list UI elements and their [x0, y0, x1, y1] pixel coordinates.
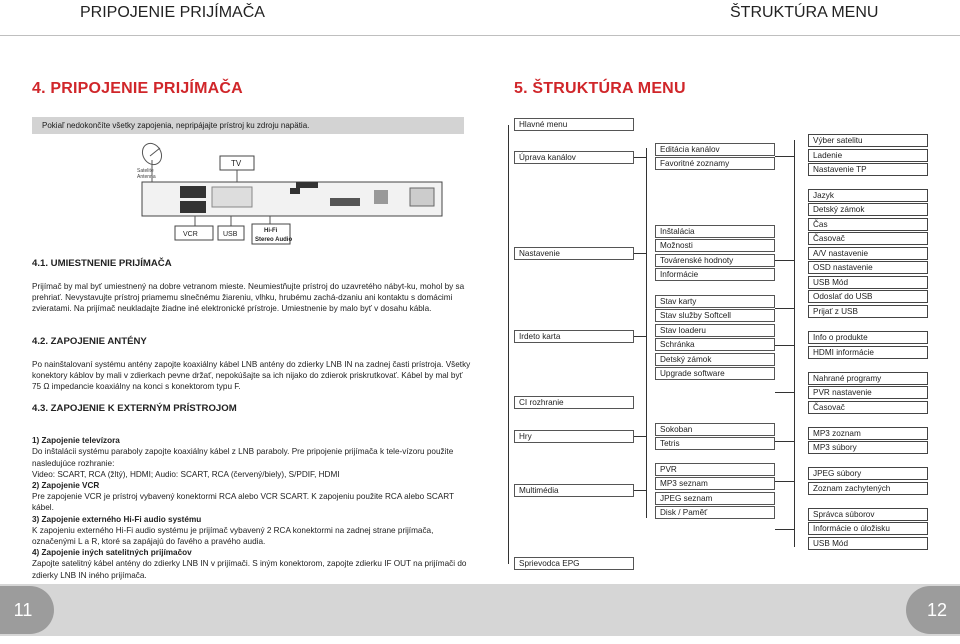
section-4-2-title: 4.2. ZAPOJENIE ANTÉNY — [32, 336, 147, 347]
grid-trunk-col2 — [646, 148, 647, 518]
item-2-body: Pre zapojenie VCR je prístroj vybavený konektormi RCA alebo VCR SCART. K zapojeniu použite RCA alebo SCART kábel. — [32, 492, 454, 513]
connector-h8 — [775, 308, 794, 309]
menu-parental-lock: Detský zámok — [655, 353, 775, 366]
scart-tv-port — [180, 186, 206, 198]
item-3-head: 3) Zapojenie externého Hi-Fi audio systému — [32, 514, 202, 524]
menu-jpeg-files: JPEG súbory — [808, 467, 928, 480]
hifi-label-1: Hi-Fi — [264, 228, 278, 234]
menu-pvr-settings: PVR nastavenie — [808, 386, 928, 399]
menu-softcell-status: Stav služby Softcell — [655, 309, 775, 322]
menu-child-lock: Detský zámok — [808, 203, 928, 216]
warning-text: Pokiaľ nedokončíte všetky zapojenia, nepripájajte prístroj ku zdroju napätia. — [42, 121, 310, 130]
power-port — [410, 188, 434, 206]
right-page-title: 5. ŠTRUKTÚRA MENU — [514, 80, 686, 97]
menu-multimedia: Multimédia — [514, 484, 634, 497]
menu-settings: Nastavenie — [514, 247, 634, 260]
lnb-block — [374, 190, 388, 204]
item-3-body: K zapojeniu externého Hi-Fi audio systému je prijímač vybavený 2 RCA konektormi na zadnej strane prijímača, označenými L a R, ktoré sa zapájajú do ľavého a pravého audia. — [32, 525, 434, 547]
menu-options: Možnosti — [655, 239, 775, 252]
main-trunk-line — [508, 125, 509, 564]
menu-language: Jazyk — [808, 189, 928, 202]
header-right-title: ŠTRUKTÚRA MENU — [730, 4, 879, 21]
connector-h6 — [775, 156, 794, 157]
rca-port-group — [330, 198, 360, 206]
connector-h5 — [634, 490, 646, 491]
warning-bar — [32, 117, 464, 134]
menu-osd-settings: OSD nastavenie — [808, 261, 928, 274]
footer-band — [0, 584, 960, 636]
spdif-port — [296, 182, 318, 188]
connector-h1 — [634, 157, 646, 158]
item-1-body: Do inštalácii systému paraboly zapojte koaxiálny kábel z LNB paraboly. Pre pripojenie prijímača k tele-vízoru použite nasledujúce rozhranie: Video: SCART, RCA (žltý), HDMI; Audio: SCART, RCA (červený/biely), S/PDIF, HDMI — [32, 447, 454, 479]
menu-usb-mode-2: USB Mód — [808, 537, 928, 550]
item-1-head: 1) Zapojenie televízora — [32, 436, 120, 446]
menu-main: Hlavné menu — [514, 118, 634, 131]
menu-satellite-select: Výber satelitu — [808, 134, 928, 147]
satellite-dish-icon — [139, 140, 166, 168]
menu-epg: Sprievodca EPG — [514, 557, 634, 570]
menu-tuning: Ladenie — [808, 149, 928, 162]
section-4-3-title: 4.3. ZAPOJENIE K EXTERNÝM PRÍSTROJOM — [32, 403, 237, 414]
scart-vcr-port — [180, 201, 206, 213]
connections-list — [32, 424, 472, 581]
menu-favorite-lists: Favoritné zoznamy — [655, 157, 775, 170]
usb-label: USB — [223, 231, 238, 238]
menu-card-status: Stav karty — [655, 295, 775, 308]
item-2-head: 2) Zapojenie VCR — [32, 481, 100, 491]
tv-label: TV — [231, 159, 242, 168]
menu-information: Informácie — [655, 268, 775, 281]
section-4-1-text: Prijímač by mal byť umiestnený na dobre vetranom mieste. Neumiestňujte prístroj do uzavretého nábyt-ku, mohol by sa prehriať. Nevystavujte prístroj priamemu slnečnému žiareniu, vlhku, hrubému zachá-dzaniu ani kontaktu s domácimi zvieratami. Na prijímač neukladajte žiadne iné elektronické prístroje. Umiestnenie by malo byť v dosahu kábla. — [32, 282, 465, 314]
menu-recorded-programs: Nahrané programy — [808, 372, 928, 385]
connector-h11 — [775, 441, 794, 442]
page-number-left: 11 — [0, 586, 54, 634]
menu-games: Hry — [514, 430, 634, 443]
item-4-head: 4) Zapojenie iných satelitných prijímačov — [32, 548, 192, 558]
connection-diagram — [120, 138, 460, 250]
connector-h3 — [634, 336, 646, 337]
label-plate — [212, 187, 252, 207]
connector-h2 — [634, 253, 646, 254]
left-page-title: 4. PRIPOJENIE PRIJÍMAČA — [32, 80, 243, 97]
menu-edit-channels: Editácia kanálov — [655, 143, 775, 156]
section-4-2-text: Po nainštalovaní systému antény zapojte koaxiálny kábel LNB antény do zdierky LNB IN na zadnej časti prístroja. Všetky konektory káblov by mali v zdierkach pevne držať, nepokúšajte sa ich nijako do zdierok priskrutkovať. Kábel by mal byť 75 Ω impedancie koaxiálny na konci s konektorom typu F. — [32, 360, 471, 392]
page-number-right: 12 — [906, 586, 960, 634]
menu-tp-settings: Nastavenie TP — [808, 163, 928, 176]
header-divider — [0, 35, 960, 36]
grid-trunk-col3 — [794, 140, 795, 547]
menu-jpeg-list: JPEG seznam — [655, 492, 775, 505]
menu-file-manager: Správca súborov — [808, 508, 928, 521]
menu-hdmi-info: HDMI informácie — [808, 346, 928, 359]
menu-ci-interface: CI rozhranie — [514, 396, 634, 409]
menu-channel-edit: Úprava kanálov — [514, 151, 634, 164]
menu-timer: Časovač — [808, 232, 928, 245]
menu-mp3-list: MP3 seznam — [655, 477, 775, 490]
menu-mailbox: Schránka — [655, 338, 775, 351]
menu-sokoban: Sokoban — [655, 423, 775, 436]
satellite-label-2: Antenna — [137, 174, 156, 180]
menu-send-to-usb: Odoslať do USB — [808, 290, 928, 303]
satellite-label-1: Satelite — [137, 168, 154, 174]
menu-product-info: Info o produkte — [808, 331, 928, 344]
header-left-title: PRIPOJENIE PRIJÍMAČA — [80, 4, 265, 21]
menu-time: Čas — [808, 218, 928, 231]
item-4-body: Zapojte satelitný kábel antény do zdierky LNB IN v prijímači. S iným konektorom, zapojte zdierku IF OUT na prijímači do zdierky LNB IN iného prijímača. — [32, 559, 467, 580]
connector-h10 — [775, 392, 794, 393]
menu-disk-memory: Disk / Paměť — [655, 506, 775, 519]
connector-h9 — [775, 345, 794, 346]
menu-captured-list: Zoznam zachytených — [808, 482, 928, 495]
menu-upgrade-software: Upgrade software — [655, 367, 775, 380]
hdmi-port — [290, 188, 300, 194]
menu-mp3-playlist: MP3 zoznam — [808, 427, 928, 440]
menu-pvr: PVR — [655, 463, 775, 476]
connector-h7 — [775, 260, 794, 261]
menu-loader-status: Stav loaderu — [655, 324, 775, 337]
menu-installation: Inštalácia — [655, 225, 775, 238]
vcr-label: VCR — [183, 231, 198, 238]
menu-mp3-files: MP3 súbory — [808, 441, 928, 454]
menu-receive-from-usb: Prijať z USB — [808, 305, 928, 318]
menu-usb-mode: USB Mód — [808, 276, 928, 289]
menu-irdeto-card: Irdeto karta — [514, 330, 634, 343]
menu-timer-pvr: Časovač — [808, 401, 928, 414]
connector-h12 — [775, 481, 794, 482]
menu-tetris: Tetris — [655, 437, 775, 450]
hifi-label-2: Stereo Audio — [255, 237, 293, 243]
menu-storage-info: Informácie o úložisku — [808, 522, 928, 535]
connector-h13 — [775, 529, 794, 530]
connector-h4 — [634, 436, 646, 437]
menu-factory-defaults: Továrenské hodnoty — [655, 254, 775, 267]
section-4-1-title: 4.1. UMIESTNENIE PRIJÍMAČA — [32, 258, 172, 269]
menu-av-settings: A/V nastavenie — [808, 247, 928, 260]
